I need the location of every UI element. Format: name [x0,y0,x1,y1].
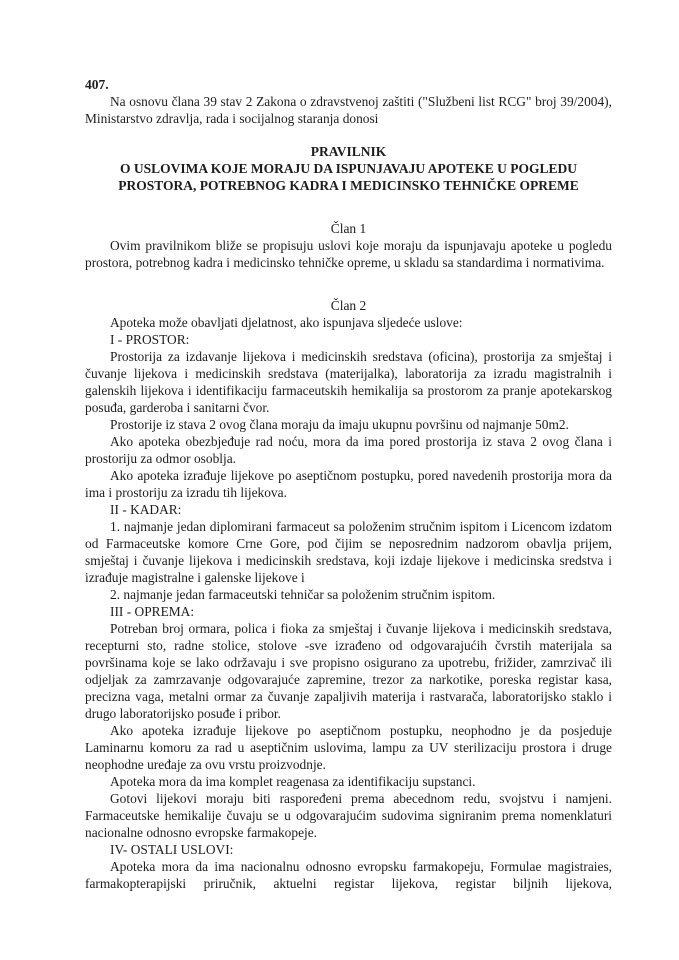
paragraph: 2. najmanje jedan farmaceutski tehničar sa položenim stručnim ispitom. [110,587,496,602]
paragraph: 1. najmanje jedan diplomirani farmaceut sa položenim stručnim ispitom i Licencom izdatom od Farmaceutske komore Crne Gore, pod čijim se neposrednim nadzorom obavlja prijem, smještaj i čuvanje lijekova i medicinskih sredstava, koji izdaje lijekove i medicinska sredstva i izrađuje magistralne i galenske lijekove i [85,519,612,585]
paragraph: Apoteka mora da ima komplet reagenasa za identifikaciju supstanci. [110,774,476,789]
article-1-heading: Član 1 [330,221,367,236]
document-subtitle: O USLOVIMA KOJE MORAJU DA ISPUNJAVAJU APOTEKE U POGLEDU PROSTORA, POTREBNOG KADRA I MEDICINSKO TEHNIČKE OPREME [118,161,579,193]
document-title-block [85,143,612,194]
article-2-heading: Član 2 [330,298,367,313]
paragraph: Ako apoteka obezbjeđuje rad noću, mora da ima pored prostorija iz stava 2 ovog člana i prostoriju za odmor osoblja. [85,434,612,466]
paragraph: Prostorija za izdavanje lijekova i medicinskih sredstava (oficina), prostorija za smještaj i čuvanje lijekova i medicinskih sredstava (materijalka), laboratorija za izradu magistralnih i galenskih lijekova i identifikaciju farmaceutskih hemikalija sa prostorom za pranje apotekarskog posuđa, garderoba i sanitarni čvor. [85,349,612,415]
paragraph: Ovim pravilnikom bliže se propisuju uslovi koje moraju da ispunjavaju apoteke u pogledu prostora, potrebnog kadra i medicinsko tehničke opreme, u skladu sa standardima i normativima. [85,238,612,270]
document-title: PRAVILNIK [310,144,387,159]
section-iv-ostali-uslovi: IV- OSTALI USLOVI: [110,842,234,857]
section-iii-oprema: III - OPREMA: [110,604,195,619]
paragraph: Ako apoteka izrađuje lijekove po aseptičnom postupku, pored navedenih prostorija mora da ima i prostoriju za izradu tih lijekova. [85,468,612,500]
preamble-paragraph: Na osnovu člana 39 stav 2 Zakona o zdravstvenoj zaštiti ("Službeni list RCG" broj 39/2004), Ministarstvo zdravlja, rada i socijalnog staranja donosi [85,94,612,126]
document-item-number: 407. [85,77,109,92]
paragraph: Apoteka može obavljati djelatnost, ako ispunjava sljedeće uslove: [110,315,463,330]
paragraph: Apoteka mora da ima nacionalnu odnosno evropsku farmakopeju, Formulae magistraies, farmakopterapijski priručnik, aktuelni registar lijekova, registar biljnih lijekova, [85,859,612,891]
paragraph: Gotovi lijekovi moraju biti raspoređeni prema abecednom redu, svojstvu i namjeni. Farmaceutske hemikalije čuvaju se u odgovarajućim sudovima signiranim prema nomenklaturi nacionalne odnosno evropske farmakopeje. [85,791,612,840]
section-i-prostor: I - PROSTOR: [110,332,190,347]
section-ii-kadar: II - KADAR: [110,502,182,517]
paragraph: Potreban broj ormara, polica i fioka za smještaj i čuvanje lijekova i medicinskih sredstava, recepturni sto, radne stolice, stolove -sve izrađeno od odgovarajućih čvrstih materijala sa površinama koje se lako održavaju i sve propisno osigurano za upotrebu, frižider, zamrzivač ili odjeljak za zamrzavanje odgovarajuće zapremine, trezor za narkotike, poreska registar kasa, precizna vaga, metalni ormar za čuvanje zapaljivih materija i rastvarača, laboratorijsko staklo i drugo laboratorijsko posuđe i pribor. [85,621,612,721]
paragraph: Prostorije iz stava 2 ovog člana moraju da imaju ukupnu površinu od najmanje 50m2. [110,417,569,432]
paragraph: Ako apoteka izrađuje lijekove po aseptičnom postupku, neophodno je da posjeduje Laminarnu komoru za rad u aseptičnim uslovima, lampu za UV sterilizaciju prostora i druge neophodne uređaje za ovu vrstu proizvodnje. [85,723,612,772]
